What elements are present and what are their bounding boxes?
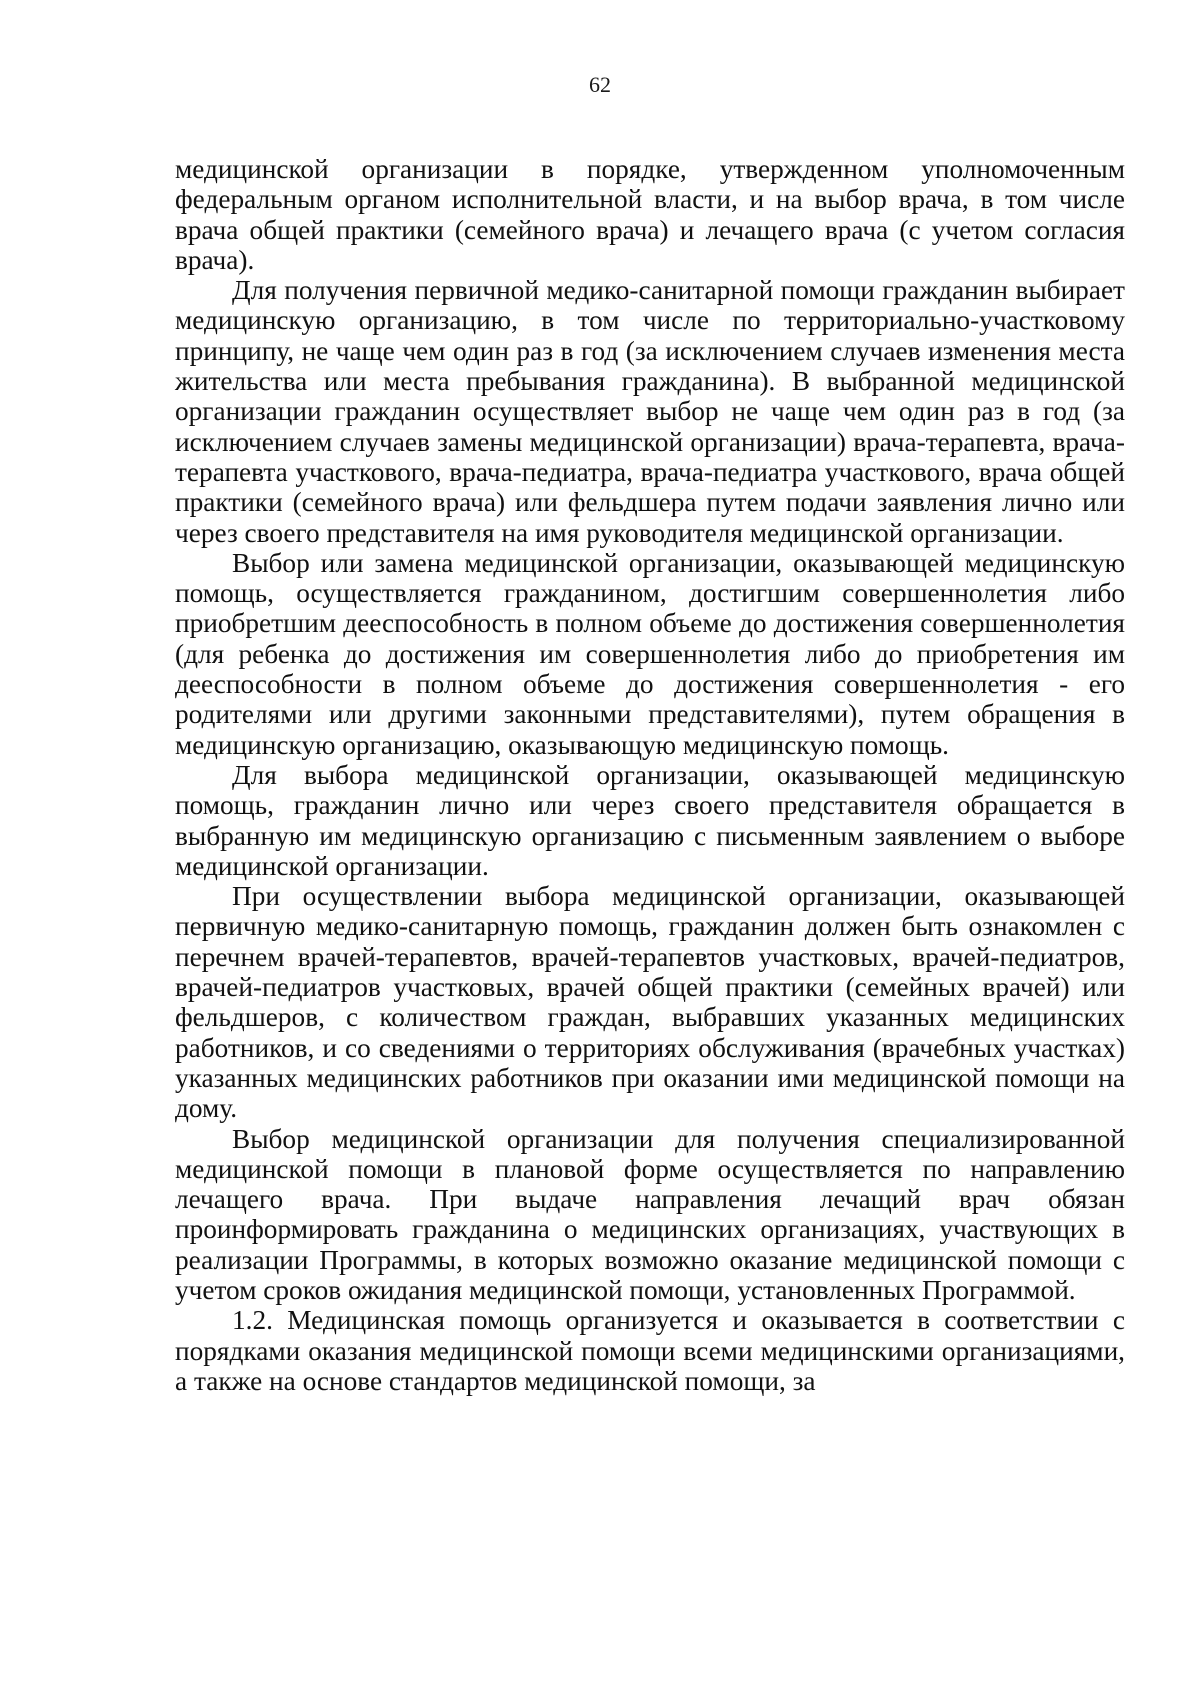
paragraph: Выбор медицинской организации для получения специализированной медицинской помощи в плановой форме осуществляется по направлению лечащего врача. При выдаче направления лечащий врач обязан проинформировать гражданина о медицинских организациях, участвующих в реализации Программы, в которых возможно оказание медицинской помощи с учетом сроков ожидания медицинской помощи, установленных Программой. xyxy=(175,1123,1125,1305)
paragraph: Для получения первичной медико-санитарной помощи гражданин выбирает медицинскую организацию, в том числе по территориально-участковому принципу, не чаще чем один раз в год (за исключением случаев изменения места жительства или места пребывания гражданина). В выбранной медицинской организации гражданин осуществляет выбор не чаще чем один раз в год (за исключением случаев замены медицинской организации) врача-терапевта, врача-терапевта участкового, врача-педиатра, врача-педиатра участкового, врача общей практики (семейного врача) или фельдшера путем подачи заявления лично или через своего представителя на имя руководителя медицинской организации. xyxy=(175,275,1125,548)
paragraph: Выбор или замена медицинской организации, оказывающей медицинскую помощь, осуществляется гражданином, достигшим совершеннолетия либо приобретшим дееспособность в полном объеме до достижения совершеннолетия (для ребенка до достижения им совершеннолетия либо до приобретения им дееспособности в полном объеме до достижения совершеннолетия - его родителями или другими законными представителями), путем обращения в медицинскую организацию, оказывающую медицинскую помощь. xyxy=(175,547,1125,760)
page-number: 62 xyxy=(589,72,611,97)
paragraph: 1.2. Медицинская помощь организуется и оказывается в соответствии с порядками оказания медицинской помощи всеми медицинскими организациями, а также на основе стандартов медицинской помощи, за xyxy=(175,1305,1125,1396)
body-text xyxy=(175,154,1125,1396)
paragraph-continued: медицинской организации в порядке, утвержденном уполномоченным федеральным органом исполнительной власти, и на выбор врача, в том числе врача общей практики (семейного врача) и лечащего врача (с учетом согласия врача). xyxy=(175,154,1125,275)
paragraph: Для выбора медицинской организации, оказывающей медицинскую помощь, гражданин лично или через своего представителя обращается в выбранную им медицинскую организацию с письменным заявлением о выборе медицинской организации. xyxy=(175,759,1125,881)
paragraph: При осуществлении выбора медицинской организации, оказывающей первичную медико-санитарную помощь, гражданин должен быть ознакомлен с перечнем врачей-терапевтов, врачей-терапевтов участковых, врачей-педиатров, врачей-педиатров участковых, врачей общей практики (семейных врачей) или фельдшеров, с количеством граждан, выбравших указанных медицинских работников, и со сведениями о территориях обслуживания (врачебных участках) указанных медицинских работников при оказании ими медицинской помощи на дому. xyxy=(175,881,1125,1124)
